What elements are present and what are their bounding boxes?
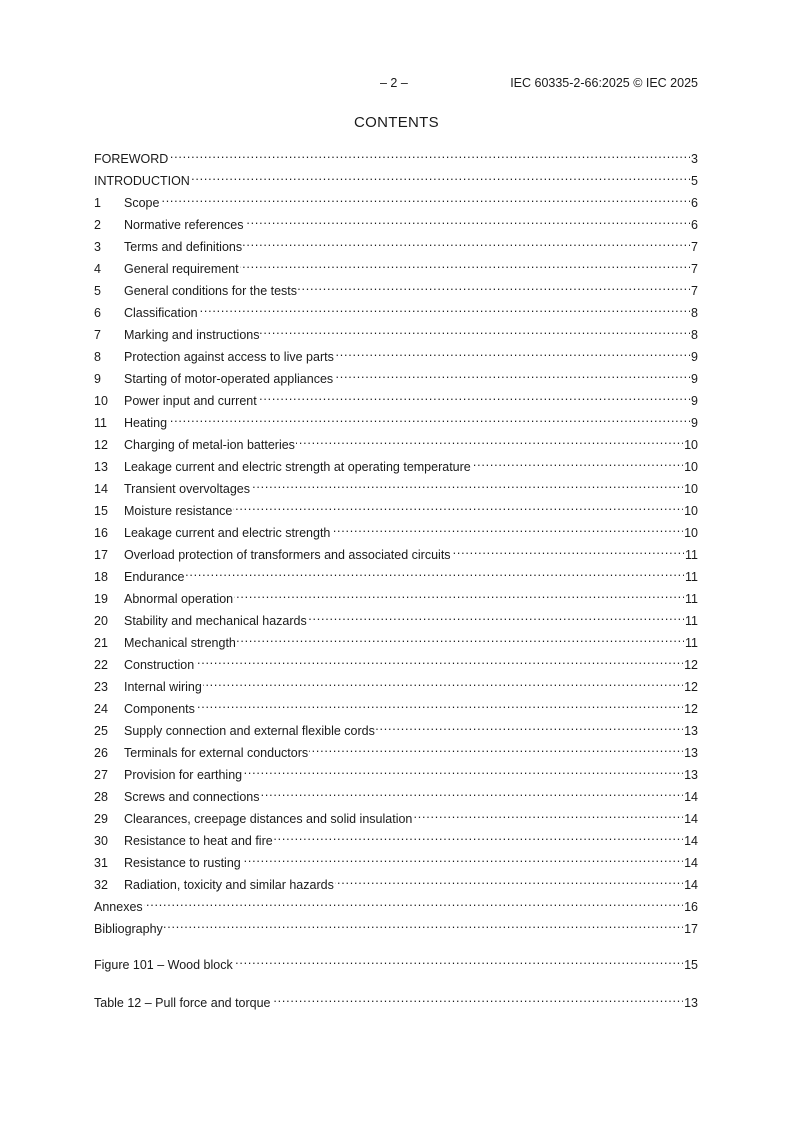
toc-entry-page: 11 xyxy=(685,592,698,606)
toc-entry[interactable] xyxy=(94,321,698,343)
list-of-tables xyxy=(94,989,698,1011)
toc-entry[interactable] xyxy=(94,893,698,915)
toc-entry[interactable] xyxy=(94,255,698,277)
toc-entry[interactable] xyxy=(94,519,698,541)
toc-entry-label: Construction xyxy=(124,658,195,672)
toc-entry-number: 7 xyxy=(94,328,101,342)
toc-entry-page: 13 xyxy=(684,724,698,738)
toc-entry-label: Leakage current and electric strength at operating temperature xyxy=(124,460,471,474)
dot-leader xyxy=(234,951,683,969)
toc-entry-number: 11 xyxy=(94,416,107,430)
toc-entry[interactable] xyxy=(94,871,698,893)
dot-leader xyxy=(309,739,683,757)
toc-entry-label: Terms and definitions xyxy=(124,240,243,254)
toc-entry-label: Resistance to heat and fire xyxy=(124,834,273,848)
toc-entry-label: General conditions for the tests xyxy=(124,284,298,298)
toc-entry-page: 13 xyxy=(684,996,698,1010)
dot-leader xyxy=(272,989,684,1007)
toc-entry-label: Supply connection and external flexible cords xyxy=(124,724,375,738)
toc-entry-page: 7 xyxy=(691,240,698,254)
toc-entry-page: 10 xyxy=(684,460,698,474)
toc-entry-page: 12 xyxy=(684,702,698,716)
toc-entry[interactable] xyxy=(94,475,698,497)
toc-entry-number: 27 xyxy=(94,768,108,782)
toc-entry-page: 7 xyxy=(691,262,698,276)
toc-entry-number: 22 xyxy=(94,658,108,672)
dot-leader xyxy=(199,299,690,317)
dot-leader xyxy=(233,497,683,515)
toc-entry-number: 8 xyxy=(94,350,101,364)
dot-leader xyxy=(144,893,683,911)
dot-leader xyxy=(260,321,690,339)
toc-entry-number: 1 xyxy=(94,196,101,210)
toc-entry-number: 9 xyxy=(94,372,101,386)
toc-entry-page: 6 xyxy=(691,196,698,210)
toc-entry[interactable] xyxy=(94,387,698,409)
document-reference: IEC 60335-2-66:2025 © IEC 2025 xyxy=(510,76,698,90)
toc-entry-number: 14 xyxy=(94,482,108,496)
dot-leader xyxy=(335,871,683,889)
toc-entry-number: 24 xyxy=(94,702,108,716)
toc-entry-number: 17 xyxy=(94,548,108,562)
dot-leader xyxy=(168,409,690,427)
toc-entry-label: Transient overvoltages xyxy=(124,482,250,496)
toc-entry-label: Protection against access to live parts xyxy=(124,350,334,364)
toc-entry[interactable] xyxy=(94,541,698,563)
page-number: – 2 – xyxy=(380,76,408,90)
toc-entry-label: Figure 101 – Wood block xyxy=(94,958,233,972)
toc-entry-number: 23 xyxy=(94,680,108,694)
toc-entry-number: 6 xyxy=(94,306,101,320)
toc-entry-number: 18 xyxy=(94,570,108,584)
toc-entry-page: 10 xyxy=(684,526,698,540)
toc-entry-label: Power input and current xyxy=(124,394,257,408)
toc-entry-label: Screws and connections xyxy=(124,790,260,804)
toc-entry-label: Endurance xyxy=(124,570,185,584)
toc-entry-label: Stability and mechanical hazards xyxy=(124,614,307,628)
toc-entry[interactable] xyxy=(94,695,698,717)
dot-leader xyxy=(243,233,690,251)
toc-entry-page: 14 xyxy=(684,856,698,870)
toc-entry[interactable] xyxy=(94,827,698,849)
toc-entry-page: 10 xyxy=(684,482,698,496)
dot-leader xyxy=(452,541,684,559)
toc-entry-number: 29 xyxy=(94,812,108,826)
toc-entry[interactable] xyxy=(94,277,698,299)
toc-entry[interactable] xyxy=(94,951,698,973)
toc-entry-number: 30 xyxy=(94,834,108,848)
page-header xyxy=(94,76,698,92)
toc-entry-page: 3 xyxy=(691,152,698,166)
toc-entry-label: Internal wiring xyxy=(124,680,202,694)
toc-entry-label: Marking and instructions xyxy=(124,328,260,342)
toc-entry[interactable] xyxy=(94,629,698,651)
toc-entry-label: Starting of motor-operated appliances xyxy=(124,372,334,386)
toc-entry-label: Annexes xyxy=(94,900,143,914)
toc-entry[interactable] xyxy=(94,189,698,211)
dot-leader xyxy=(296,431,683,449)
toc-entry-label: Normative references xyxy=(124,218,244,232)
toc-entry-number: 13 xyxy=(94,460,108,474)
toc-entry-label: FOREWORD xyxy=(94,152,169,166)
toc-entry-label: INTRODUCTION xyxy=(94,174,190,188)
dot-leader xyxy=(243,761,683,779)
toc-entry[interactable] xyxy=(94,563,698,585)
toc-entry[interactable] xyxy=(94,783,698,805)
toc-entry-page: 14 xyxy=(684,834,698,848)
dot-leader xyxy=(251,475,683,493)
dot-leader xyxy=(413,805,683,823)
dot-leader xyxy=(191,167,690,185)
toc-entry-label: Table 12 – Pull force and torque xyxy=(94,996,271,1010)
toc-entry-number: 15 xyxy=(94,504,108,518)
toc-entry-page: 11 xyxy=(685,614,698,628)
toc-entry[interactable] xyxy=(94,211,698,233)
toc-entry-number: 3 xyxy=(94,240,101,254)
toc-entry-page: 9 xyxy=(691,394,698,408)
toc-entry-number: 12 xyxy=(94,438,108,452)
toc-entry-page: 9 xyxy=(691,350,698,364)
toc-entry-page: 14 xyxy=(684,878,698,892)
toc-entry-number: 26 xyxy=(94,746,108,760)
toc-entry[interactable] xyxy=(94,989,698,1011)
toc-entry[interactable] xyxy=(94,453,698,475)
toc-entry[interactable] xyxy=(94,717,698,739)
toc-entry[interactable] xyxy=(94,497,698,519)
toc-entry-label: Components xyxy=(124,702,195,716)
toc-entry[interactable] xyxy=(94,233,698,255)
dot-leader xyxy=(242,849,683,867)
toc-entry[interactable] xyxy=(94,915,698,937)
toc-entry[interactable] xyxy=(94,299,698,321)
toc-entry-label: Provision for earthing xyxy=(124,768,243,782)
toc-entry-page: 11 xyxy=(685,570,698,584)
toc-entry-label: Classification xyxy=(124,306,198,320)
dot-leader xyxy=(245,211,691,229)
toc-entry-number: 25 xyxy=(94,724,108,738)
toc-entry-page: 11 xyxy=(685,636,698,650)
dot-leader xyxy=(258,387,690,405)
toc-entry-page: 5 xyxy=(691,174,698,188)
toc-entry-number: 4 xyxy=(94,262,101,276)
toc-entry[interactable] xyxy=(94,409,698,431)
toc-entry-label: Scope xyxy=(124,196,160,210)
toc-entry-label: Abnormal operation xyxy=(124,592,234,606)
toc-entry-label: Overload protection of transformers and associated circuits xyxy=(124,548,451,562)
dot-leader xyxy=(237,629,684,647)
dot-leader xyxy=(234,585,684,603)
dot-leader xyxy=(335,343,690,361)
toc-entry-page: 17 xyxy=(684,922,698,936)
toc-entry-label: Moisture resistance xyxy=(124,504,233,518)
toc-entry-label: Charging of metal-ion batteries xyxy=(124,438,295,452)
dot-leader xyxy=(334,365,690,383)
toc-entry-page: 12 xyxy=(684,680,698,694)
toc-entry-page: 16 xyxy=(684,900,698,914)
toc-entry[interactable] xyxy=(94,761,698,783)
toc-entry-page: 10 xyxy=(684,504,698,518)
toc-entry-page: 12 xyxy=(684,658,698,672)
toc-entry-page: 14 xyxy=(684,790,698,804)
toc-entry-page: 13 xyxy=(684,746,698,760)
dot-leader xyxy=(274,827,683,845)
toc-entry-number: 2 xyxy=(94,218,101,232)
dot-leader xyxy=(195,651,683,669)
toc-entry-page: 8 xyxy=(691,328,698,342)
toc-entry[interactable] xyxy=(94,167,698,189)
dot-leader xyxy=(308,607,684,625)
toc-entry[interactable] xyxy=(94,849,698,871)
dot-leader xyxy=(203,673,683,691)
dot-leader xyxy=(185,563,684,581)
toc-entry[interactable] xyxy=(94,145,698,167)
toc-entry-label: Resistance to rusting xyxy=(124,856,241,870)
toc-entry-label: General requirement xyxy=(124,262,239,276)
dot-leader xyxy=(331,519,683,537)
toc-entry-page: 9 xyxy=(691,416,698,430)
dot-leader xyxy=(160,189,690,207)
toc-entry-label: Heating xyxy=(124,416,168,430)
toc-entry-label: Mechanical strength xyxy=(124,636,236,650)
list-of-figures xyxy=(94,951,698,973)
toc-entry[interactable] xyxy=(94,607,698,629)
toc-entry[interactable] xyxy=(94,431,698,453)
toc-entry[interactable] xyxy=(94,739,698,761)
toc-entry-number: 32 xyxy=(94,878,108,892)
dot-leader xyxy=(298,277,690,295)
toc-entry-label: Terminals for external conductors xyxy=(124,746,309,760)
toc-entry-number: 19 xyxy=(94,592,108,606)
toc-entry-page: 14 xyxy=(684,812,698,826)
dot-leader xyxy=(472,453,683,471)
toc-entry[interactable] xyxy=(94,805,698,827)
toc-entry-page: 11 xyxy=(685,548,698,562)
table-of-contents xyxy=(94,145,698,937)
toc-entry-number: 20 xyxy=(94,614,108,628)
toc-entry-label: Radiation, toxicity and similar hazards xyxy=(124,878,334,892)
toc-entry-page: 15 xyxy=(684,958,698,972)
toc-entry[interactable] xyxy=(94,673,698,695)
toc-entry-page: 8 xyxy=(691,306,698,320)
toc-entry-number: 31 xyxy=(94,856,108,870)
toc-entry[interactable] xyxy=(94,365,698,387)
toc-entry-number: 21 xyxy=(94,636,108,650)
dot-leader xyxy=(261,783,684,801)
page-title: CONTENTS xyxy=(354,114,439,131)
toc-entry-label: Leakage current and electric strength xyxy=(124,526,331,540)
dot-leader xyxy=(240,255,690,273)
toc-entry-page: 10 xyxy=(684,438,698,452)
toc-entry-page: 13 xyxy=(684,768,698,782)
toc-entry-number: 10 xyxy=(94,394,108,408)
dot-leader xyxy=(196,695,683,713)
toc-entry-page: 7 xyxy=(691,284,698,298)
toc-entry[interactable] xyxy=(94,585,698,607)
toc-entry-page: 6 xyxy=(691,218,698,232)
toc-entry[interactable] xyxy=(94,651,698,673)
toc-entry-label: Clearances, creepage distances and solid insulation xyxy=(124,812,413,826)
toc-entry-page: 9 xyxy=(691,372,698,386)
toc-entry-label: Bibliography xyxy=(94,922,163,936)
dot-leader xyxy=(169,145,690,163)
dot-leader xyxy=(164,915,683,933)
toc-entry-number: 28 xyxy=(94,790,108,804)
dot-leader xyxy=(376,717,683,735)
toc-entry-number: 16 xyxy=(94,526,108,540)
toc-entry-number: 5 xyxy=(94,284,101,298)
toc-entry[interactable] xyxy=(94,343,698,365)
